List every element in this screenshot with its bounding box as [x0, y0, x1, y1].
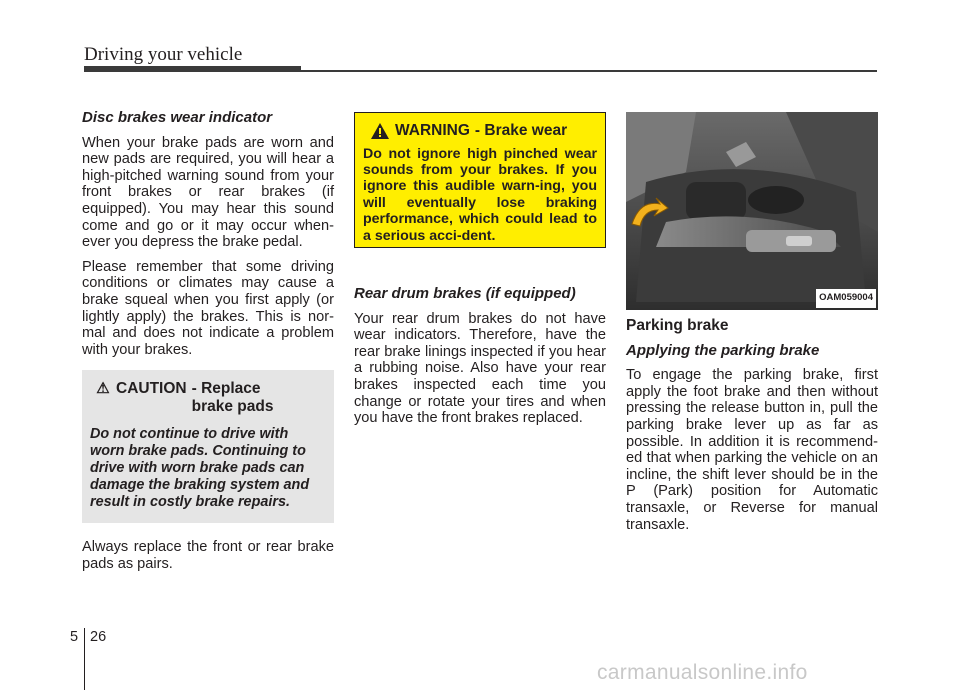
column-3	[626, 112, 878, 541]
disc-brakes-para-3: Always replace the front or rear brake pads as pairs.	[82, 539, 334, 572]
watermark-text: carmanualsonline.info	[597, 661, 808, 684]
parking-brake-photo	[626, 112, 878, 310]
parking-brake-illustration	[626, 112, 878, 310]
footer-page-number: 26	[90, 629, 107, 645]
column-1	[82, 110, 334, 581]
warning-triangle-icon	[371, 123, 389, 139]
parking-brake-para-1: To engage the parking brake, first apply the foot brake and then without pressing the release button in, pull the parking brake lever up as far as possible. In addition it is recommend-ed that when parking the vehicle on an incline, the shift lever should be in the P (Park) position for Automatic transaxle, or Reverse for manual transaxle.	[626, 367, 878, 533]
warning-header	[371, 123, 597, 140]
warning-box	[354, 112, 606, 248]
caution-triangle-icon: ⚠	[96, 380, 110, 398]
disc-brakes-para-2: Please remember that some driving conditions or climates may cause a brake squeal when you first apply (or lightly apply) the brakes. This is nor-mal and does not indicate a problem with your brakes.	[82, 258, 334, 358]
warning-body: Do not ignore high pinched wear sounds from your brakes. If you ignore this audible warn-ing, you will eventually lose braking performance, which could lead to a serious acci-dent.	[363, 145, 597, 244]
parking-brake-section-heading: Parking brake	[626, 317, 729, 334]
caution-label: CAUTION	[116, 380, 187, 398]
warning-title: - Brake wear	[474, 122, 568, 139]
caution-box	[82, 370, 334, 523]
disc-brakes-heading: Disc brakes wear indicator	[82, 109, 273, 126]
rear-drum-heading: Rear drum brakes (if equipped)	[354, 285, 576, 302]
rear-drum-para-1: Your rear drum brakes do not have wear indicators. Therefore, have the rear brake linings inspected if you hear a rubbing noise. Also have your rear brakes inspected each time you change or rotate your tires and when you have the front brakes replaced.	[354, 310, 606, 427]
caution-body: Do not continue to drive with worn brake pads. Continuing to drive with worn brake pads can damage the braking system and result in costly brake repairs.	[90, 426, 310, 511]
image-id-label: OAM059004	[816, 289, 876, 308]
page-header-title: Driving your vehicle	[84, 44, 243, 65]
header-rule-thin	[301, 70, 877, 72]
disc-brakes-para-1: When your brake pads are worn and new pads are required, you will hear a high-pitched warning sound from your front brakes or rear brakes (if equipped). You may hear this sound come and go or it may occur when-ever you depress the brake pedal.	[82, 134, 334, 251]
footer-divider	[84, 628, 85, 690]
column-2	[354, 112, 606, 435]
header-rule-thick	[84, 66, 301, 72]
warning-label: WARNING	[395, 122, 470, 139]
caution-header	[90, 380, 326, 416]
applying-parking-brake-heading: Applying the parking brake	[626, 341, 820, 359]
caution-title: - Replace brake pads	[191, 380, 274, 416]
footer-chapter-number: 5	[70, 629, 79, 645]
